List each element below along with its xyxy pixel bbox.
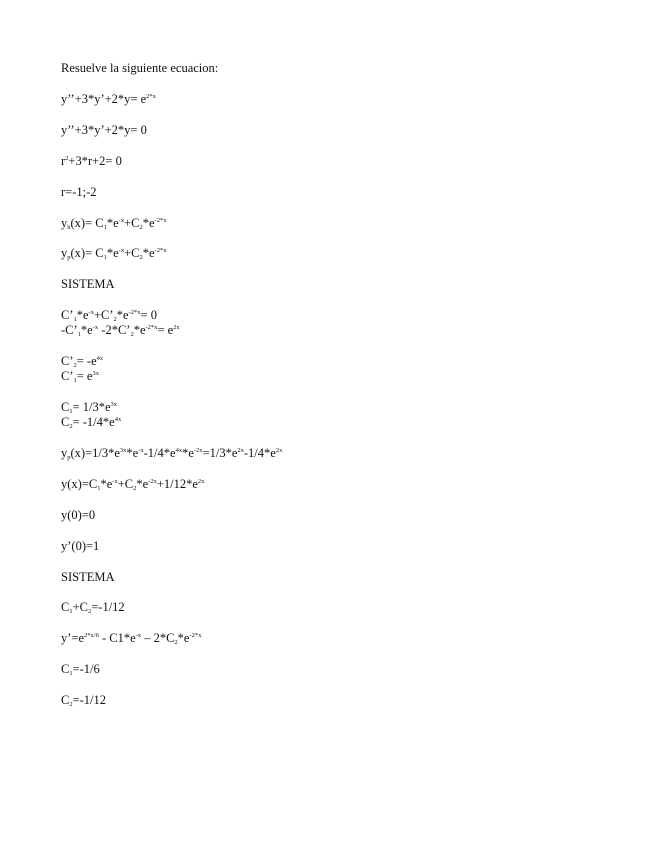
exponent: 2x <box>173 324 180 331</box>
subscript: 2 <box>139 224 143 231</box>
text: *e <box>106 246 119 260</box>
text: C’ <box>61 369 74 383</box>
subscript: 2 <box>133 485 137 492</box>
exponent: -2x <box>193 447 203 454</box>
equation-line-2 <box>61 123 147 138</box>
text: r <box>61 154 66 168</box>
text: *e <box>76 308 89 322</box>
subscript: 1 <box>77 331 81 338</box>
text: (x)= C <box>70 246 104 260</box>
subscript: 2 <box>69 423 73 430</box>
text: C <box>61 662 70 676</box>
text: =-1/12 <box>72 693 107 707</box>
text: r=-1;-2 <box>61 185 97 199</box>
text: C <box>61 400 70 414</box>
subscript: 2 <box>69 701 73 708</box>
text: =-1/12 <box>91 600 125 614</box>
text: *e <box>142 246 155 260</box>
particular-solution-form <box>61 246 166 261</box>
text: +C <box>124 246 140 260</box>
text: =1/3*e <box>202 446 238 460</box>
text: -1/4*e <box>243 446 276 460</box>
exponent: -2*x <box>189 632 202 639</box>
exponent: 4x <box>96 355 104 362</box>
exponent: -2x <box>148 478 157 485</box>
c1-result <box>61 662 100 677</box>
text: *e <box>106 216 119 230</box>
subscript: p <box>67 454 71 461</box>
text: = 1/3*e <box>72 400 111 414</box>
text: SISTEMA <box>61 277 115 291</box>
exponent: 4x <box>114 416 122 423</box>
subscript: 2 <box>130 331 134 338</box>
text: y’’+3*y’+2*y= 0 <box>61 123 147 137</box>
text: +C <box>124 216 140 230</box>
initial-condition-1 <box>61 508 95 523</box>
subscript: p <box>67 254 71 261</box>
text: = -e <box>76 354 97 368</box>
text: (x)= C <box>70 216 104 230</box>
subscript: 2 <box>87 608 92 615</box>
exponent: -x <box>138 447 144 454</box>
c2-result <box>61 693 106 708</box>
subscript: 2 <box>73 362 77 369</box>
exponent: -x <box>135 632 142 639</box>
text: +C <box>117 477 134 491</box>
text: y’(0)=1 <box>61 539 100 553</box>
text: *e <box>116 308 129 322</box>
exponent: 2x <box>237 447 244 454</box>
subscript: 1 <box>69 408 73 415</box>
exponent: 2x <box>197 478 205 485</box>
text: y’=e <box>61 631 85 645</box>
subscript: 2 <box>113 316 117 323</box>
exponent: -2*x <box>154 247 167 254</box>
exponent: 2*x <box>146 93 156 100</box>
text: C’ <box>61 308 74 322</box>
text: = e <box>76 369 93 383</box>
subscript: 2 <box>174 639 178 646</box>
text: y <box>61 246 68 260</box>
text: *e <box>100 477 113 491</box>
text: y <box>61 446 68 460</box>
subscript: 1 <box>73 316 77 323</box>
text: -2*C’ <box>98 323 131 337</box>
exponent: -x <box>88 309 94 316</box>
text: +1/12*e <box>156 477 198 491</box>
particular-solution <box>61 446 282 461</box>
general-solution <box>61 477 204 492</box>
exponent: 4x <box>175 447 183 454</box>
text: y(0)=0 <box>61 508 96 522</box>
exponent: -x <box>92 324 99 331</box>
constants-sum-line <box>61 600 125 615</box>
text: *e <box>126 446 139 460</box>
homogeneous-solution <box>61 216 166 231</box>
text: +C’ <box>93 308 114 322</box>
equation-line-1 <box>61 92 156 107</box>
subscript: 1 <box>69 670 73 677</box>
text: C’ <box>61 354 74 368</box>
text: (x)=1/3*e <box>70 446 120 460</box>
text: = 0 <box>140 308 157 322</box>
exponent: 3x <box>92 370 99 377</box>
exponent: 2*x/6 <box>84 632 99 639</box>
text: *e <box>182 446 194 460</box>
exponent: -x <box>118 247 125 254</box>
text: -C’ <box>61 323 78 337</box>
text: y(x)=C <box>61 477 98 491</box>
text: – 2*C <box>141 631 175 645</box>
exponent: -2*x <box>154 217 167 224</box>
c1-line <box>61 400 117 415</box>
sistema-heading <box>61 277 114 292</box>
text: =-1/6 <box>72 662 100 676</box>
text: = e <box>157 323 174 337</box>
text: SISTEMA <box>61 570 115 584</box>
text: C <box>61 693 70 707</box>
c2-prime-line <box>61 354 103 369</box>
characteristic-equation <box>61 154 122 169</box>
subscript: 1 <box>73 377 77 384</box>
initial-condition-2 <box>61 539 99 554</box>
exponent: -2*x <box>145 324 158 331</box>
text: C <box>61 600 70 614</box>
text: *e <box>142 216 155 230</box>
subscript: h <box>67 224 71 231</box>
exponent: 2 <box>65 155 69 162</box>
subscript: 1 <box>103 224 107 231</box>
text: *e <box>177 631 190 645</box>
exponent: 3x <box>110 401 118 408</box>
subscript: 2 <box>139 254 143 261</box>
text: *e <box>136 477 149 491</box>
text: +C <box>72 600 88 614</box>
subscript: 1 <box>69 608 73 615</box>
exponent: 2x <box>275 447 283 454</box>
sistema-heading-2 <box>61 570 114 585</box>
roots-line <box>61 185 97 200</box>
text: C <box>61 415 70 429</box>
text: *e <box>80 323 93 337</box>
derivative-line <box>61 631 201 646</box>
system-equation-2 <box>61 323 180 338</box>
exponent: -2*x <box>128 309 141 316</box>
text: y <box>61 216 68 230</box>
text: *e <box>133 323 146 337</box>
exponent: -x <box>112 478 118 485</box>
exercise-title <box>61 61 218 76</box>
c2-line <box>61 415 121 430</box>
title-text: Resuelve la siguiente ecuacion: <box>61 61 219 75</box>
text: - C1*e <box>98 631 136 645</box>
system-equation-1 <box>61 308 157 323</box>
exponent: 3x <box>119 447 127 454</box>
text: -1/4*e <box>143 446 176 460</box>
text: = -1/4*e <box>72 415 115 429</box>
text: +3*r+2= 0 <box>68 154 122 168</box>
text: y’’+3*y’+2*y= e <box>61 92 147 106</box>
exponent: -x <box>118 217 125 224</box>
subscript: 1 <box>103 254 107 261</box>
c1-prime-line <box>61 369 99 384</box>
subscript: 1 <box>97 485 101 492</box>
